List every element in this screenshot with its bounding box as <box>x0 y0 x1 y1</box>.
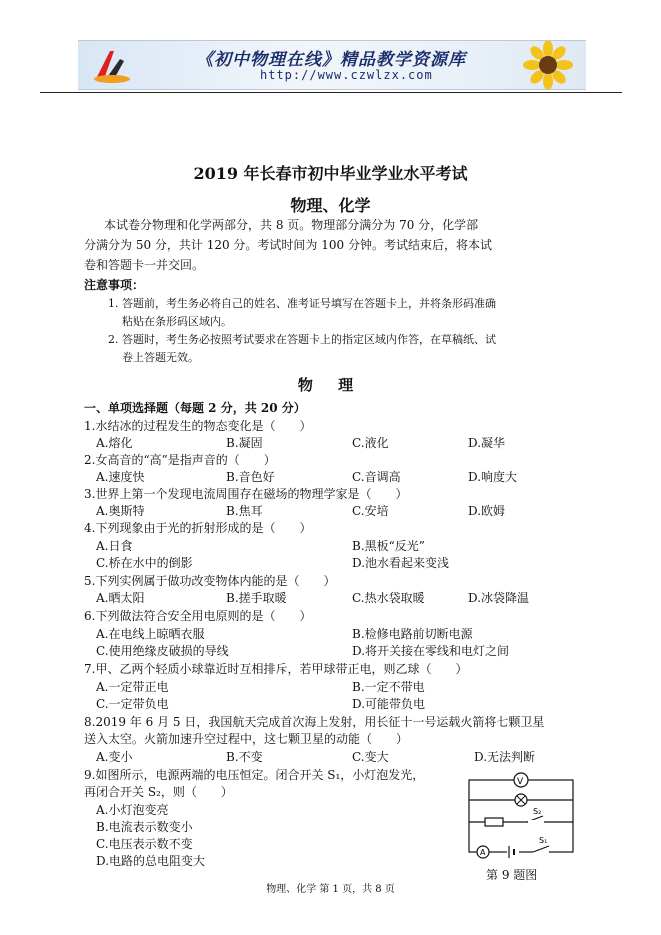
question-text: 9.如图所示，电源两端的电压恒定。闭合开关 S₁，小灯泡发光， <box>84 768 425 782</box>
option: B.搓手取暖 <box>226 591 287 605</box>
circuit-diagram <box>461 770 581 862</box>
option: B.焦耳 <box>226 504 263 518</box>
question-text: 2.女高音的“高”是指声音的（ ） <box>84 453 276 467</box>
question-text: 5.下列实例属于做功改变物体内能的是（ ） <box>84 574 336 588</box>
option: A.变小 <box>96 750 133 764</box>
option: D.凝华 <box>468 436 506 450</box>
resistor-icon <box>485 818 503 826</box>
option: B.一定不带电 <box>352 680 425 694</box>
page-footer: 物理、化学 第 1 页，共 8 页 <box>266 884 395 895</box>
intro-line: 本试卷分物理和化学两部分，共 8 页。物理部分满分为 70 分，化学部 <box>104 218 479 232</box>
option: C.一定带负电 <box>96 697 169 711</box>
option: A.速度快 <box>96 470 145 484</box>
option: C.桥在水中的倒影 <box>96 556 193 570</box>
voltmeter-label: V <box>517 777 524 787</box>
question-text: 再闭合开关 S₂，则（ ） <box>84 785 233 799</box>
option: D.冰袋降温 <box>468 591 530 605</box>
option: D.欧姆 <box>468 504 506 518</box>
option: B.电流表示数变小 <box>96 820 193 834</box>
question-text: 3.世界上第一个发现电流周围存在磁场的物理学家是（ ） <box>84 487 408 501</box>
question-text: 8.2019 年 6 月 5 日，我国航天完成首次海上发射，用长征十一号运载火箭将七颗卫星 <box>84 715 545 729</box>
option: C.电压表示数不变 <box>96 837 193 851</box>
switch-s1-label: S₁ <box>539 836 548 845</box>
option: D.池水看起来变浅 <box>352 556 450 570</box>
section-heading: 物 理 <box>297 376 364 394</box>
option: D.电路的总电阻变大 <box>96 854 206 868</box>
option: A.在电线上晾晒衣服 <box>96 627 205 641</box>
part-heading: 一、单项选择题（每题 2 分，共 20 分） <box>84 401 306 415</box>
option: C.热水袋取暖 <box>352 591 425 605</box>
switch-s2-label: S₂ <box>533 807 542 816</box>
intro-line: 分满分为 50 分，共计 120 分。考试时间为 100 分钟。考试结束后，将本试 <box>84 238 492 252</box>
intro-line: 卷和答题卡一并交回。 <box>84 258 205 272</box>
option: D.无法判断 <box>474 750 536 764</box>
option: C.使用绝缘皮破损的导线 <box>96 644 229 658</box>
option: A.熔化 <box>96 436 133 450</box>
exam-subtitle: 物理、化学 <box>290 196 371 215</box>
note-line: 1. 答题前，考生务必将自己的姓名、准考证号填写在答题卡上，并将条形码准确 <box>108 297 496 310</box>
note-line: 卷上答题无效。 <box>122 351 199 364</box>
option: B.检修电路前切断电源 <box>352 627 473 641</box>
option: A.奥斯特 <box>96 504 145 518</box>
question-text: 4.下列现象由于光的折射形成的是（ ） <box>84 521 312 535</box>
banner-url[interactable]: http://www.czwlzx.com <box>260 68 433 82</box>
header-banner <box>78 40 586 90</box>
option: D.可能带负电 <box>352 697 426 711</box>
note-line: 2. 答题时，考生务必按照考试要求在答题卡上的指定区域内作答，在草稿纸、试 <box>108 333 496 346</box>
option: D.将开关接在零线和电灯之间 <box>352 644 510 658</box>
note-line: 粘贴在条形码区域内。 <box>122 315 232 328</box>
header-rule <box>40 92 622 93</box>
option: A.晒太阳 <box>96 591 145 605</box>
option: C.安培 <box>352 504 389 518</box>
banner-title: 《初中物理在线》精品教学资源库 <box>196 50 466 70</box>
notes-label: 注意事项： <box>84 278 145 292</box>
sunflower-icon <box>516 41 580 89</box>
option: A.日食 <box>96 539 133 553</box>
option: C.音调高 <box>352 470 401 484</box>
ammeter-label: A <box>480 848 486 857</box>
option: A.一定带正电 <box>96 680 169 694</box>
question-text: 1.水结冰的过程发生的物态变化是（ ） <box>84 419 312 433</box>
site-logo-icon <box>90 45 134 85</box>
option: B.音色好 <box>226 470 275 484</box>
option: A.小灯泡变亮 <box>96 803 169 817</box>
option: B.黑板“反光” <box>352 539 425 553</box>
question-text: 7.甲、乙两个轻质小球靠近时互相排斥，若甲球带正电，则乙球（ ） <box>84 662 468 676</box>
figure-caption: 第 9 题图 <box>486 868 538 882</box>
option: D.响度大 <box>468 470 518 484</box>
question-text: 6.下列做法符合安全用电原则的是（ ） <box>84 609 312 623</box>
option: C.变大 <box>352 750 389 764</box>
question-text: 送入太空。火箭加速升空过程中，这七颗卫星的动能（ ） <box>84 732 409 746</box>
option: B.不变 <box>226 750 263 764</box>
option: B.凝固 <box>226 436 263 450</box>
exam-title: 2019 年长春市初中毕业学业水平考试 <box>193 164 468 183</box>
option: C.液化 <box>352 436 389 450</box>
